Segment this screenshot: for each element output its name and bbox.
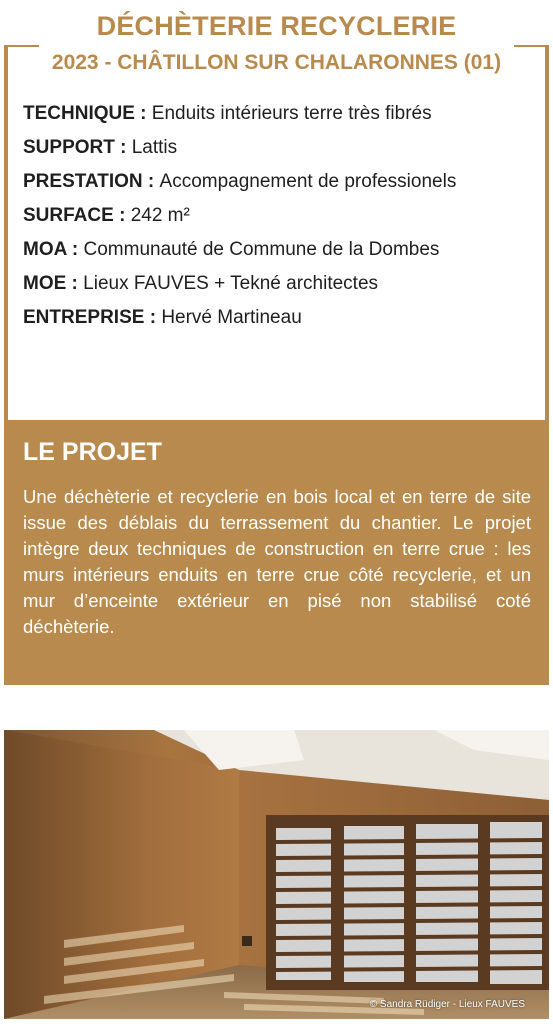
spec-value: Enduits intérieurs terre très fibrés: [151, 103, 432, 124]
spec-label: MOA :: [23, 239, 79, 260]
spec-label: SUPPORT :: [23, 137, 127, 158]
project-title: LE PROJET: [23, 438, 162, 466]
frame-right-border: [545, 45, 549, 420]
interior-illustration: [4, 730, 549, 1019]
spec-row-technique: [23, 103, 543, 137]
spec-value: Lattis: [131, 137, 178, 158]
spec-value: Hervé Martineau: [161, 307, 302, 328]
page-subtitle: 2023 - CHÂTILLON SUR CHALARONNES (01): [51, 51, 502, 74]
frame-corner-top-right: [514, 45, 549, 47]
spec-row-surface: [23, 205, 543, 239]
spec-label: SURFACE :: [23, 205, 126, 226]
spec-row-prestation: [23, 171, 543, 205]
project-photo: [4, 730, 549, 1019]
project-section: [4, 420, 549, 685]
spec-row-moe: [23, 273, 543, 307]
spec-row-moa: [23, 239, 543, 273]
frame-corner-top-left: [4, 45, 39, 47]
spec-label: TECHNIQUE :: [23, 103, 147, 124]
photo-credit: © Sandra Rüdiger - Lieux FAUVES: [369, 999, 525, 1010]
spec-row-support: [23, 137, 543, 171]
spec-label: ENTREPRISE :: [23, 307, 157, 328]
frame-left-border: [4, 45, 8, 420]
project-specs: [23, 103, 543, 341]
spec-label: PRESTATION :: [23, 171, 155, 192]
spec-row-entreprise: [23, 307, 543, 341]
spec-label: MOE :: [23, 273, 78, 294]
spec-value: Communauté de Commune de la Dombes: [83, 239, 440, 260]
page-title: DÉCHÈTERIE RECYCLERIE: [96, 11, 457, 41]
spec-value: 242 m²: [130, 205, 190, 226]
project-description: Une déchèterie et recyclerie en bois local et en terre de site issue des déblais du terrassement du chantier. Le projet intègre deux techniques de construction en terre crue : les murs intérieurs enduits en terre crue côté recyclerie, et un mur d’enceinte extérieur en pisé non stabilisé coté déchèterie.: [23, 486, 531, 637]
spec-value: Lieux FAUVES + Tekné architectes: [83, 273, 379, 294]
spec-value: Accompagnement de professionels: [159, 171, 457, 192]
